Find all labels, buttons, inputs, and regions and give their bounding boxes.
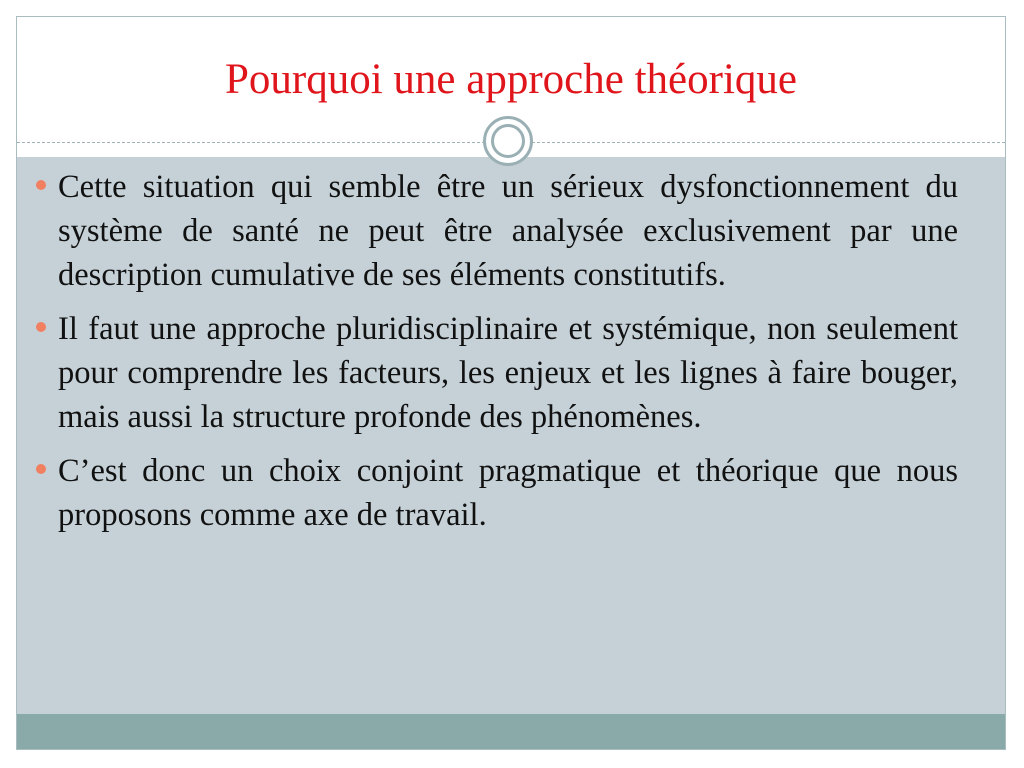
bullet-text: C’est donc un choix conjoint pragmatique et théorique que nous proposons comme axe de travail. — [58, 453, 958, 533]
bullet-list — [36, 165, 958, 547]
bullet-text: Cette situation qui semble être un sérieux dysfonctionnement du système de santé ne peut être analysée exclusivement par une description cumulative de ses éléments constitutifs. — [58, 169, 958, 293]
bullet-text: Il faut une approche pluridisciplinaire et systémique, non seulement pour comprendre les facteurs, les enjeux et les lignes à faire bouger, mais aussi la structure profonde des phénomènes. — [58, 311, 958, 435]
bullet-item — [36, 165, 958, 297]
bullet-dot-icon — [36, 180, 46, 190]
bullet-dot-icon — [36, 464, 46, 474]
circle-ornament-icon — [483, 116, 533, 166]
bullet-item — [36, 449, 958, 537]
footer-band — [17, 714, 1005, 749]
bullet-item — [36, 307, 958, 439]
bullet-dot-icon — [36, 322, 46, 332]
slide-title: Pourquoi une approche théorique — [225, 56, 797, 103]
